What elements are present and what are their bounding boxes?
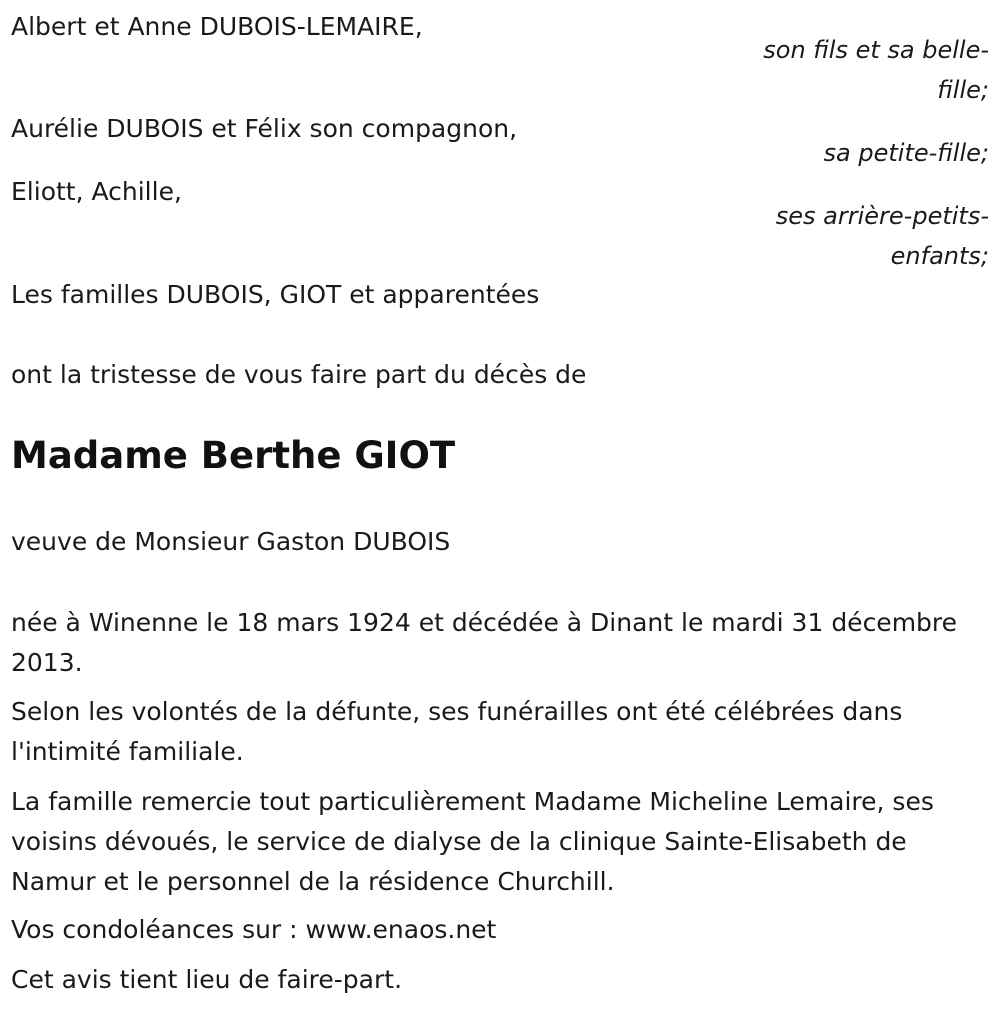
thanks-paragraph: La famille remercie tout particulièrement Madame Micheline Lemaire, ses voisins dévoués, le service de dialyse de la clinique Sainte-Elisabeth de Namur et le personnel de la résidence Churchill. (11, 787, 934, 896)
family-member-relation-2: sa petite-fille; (823, 139, 989, 167)
deceased-name: Madame Berthe GIOT (11, 434, 456, 477)
closing-text: Cet avis tient lieu de faire-part. (11, 965, 403, 994)
announcement-text: ont la tristesse de vous faire part du décès de (11, 360, 587, 389)
birth-death-paragraph: née à Winenne le 18 mars 1924 et décédée à Dinant le mardi 31 décembre 2013. (11, 608, 958, 677)
family-member-relation-1: son fils et sa belle-fille; (763, 36, 989, 104)
families-line: Les familles DUBOIS, GIOT et apparentées (11, 280, 540, 309)
family-member-relation-3: ses arrière-petits-enfants; (775, 202, 989, 270)
condolences-text: Vos condoléances sur : www.enaos.net (11, 915, 497, 944)
family-member-name-3: Eliott, Achille, (11, 177, 182, 206)
family-member-name-2: Aurélie DUBOIS et Félix son compagnon, (11, 114, 518, 143)
widow-of-text: veuve de Monsieur Gaston DUBOIS (11, 527, 451, 556)
funeral-note-paragraph: Selon les volontés de la défunte, ses funérailles ont été célébrées dans l'intimité familiale. (11, 697, 903, 766)
family-member-name-1: Albert et Anne DUBOIS-LEMAIRE, (11, 12, 423, 41)
